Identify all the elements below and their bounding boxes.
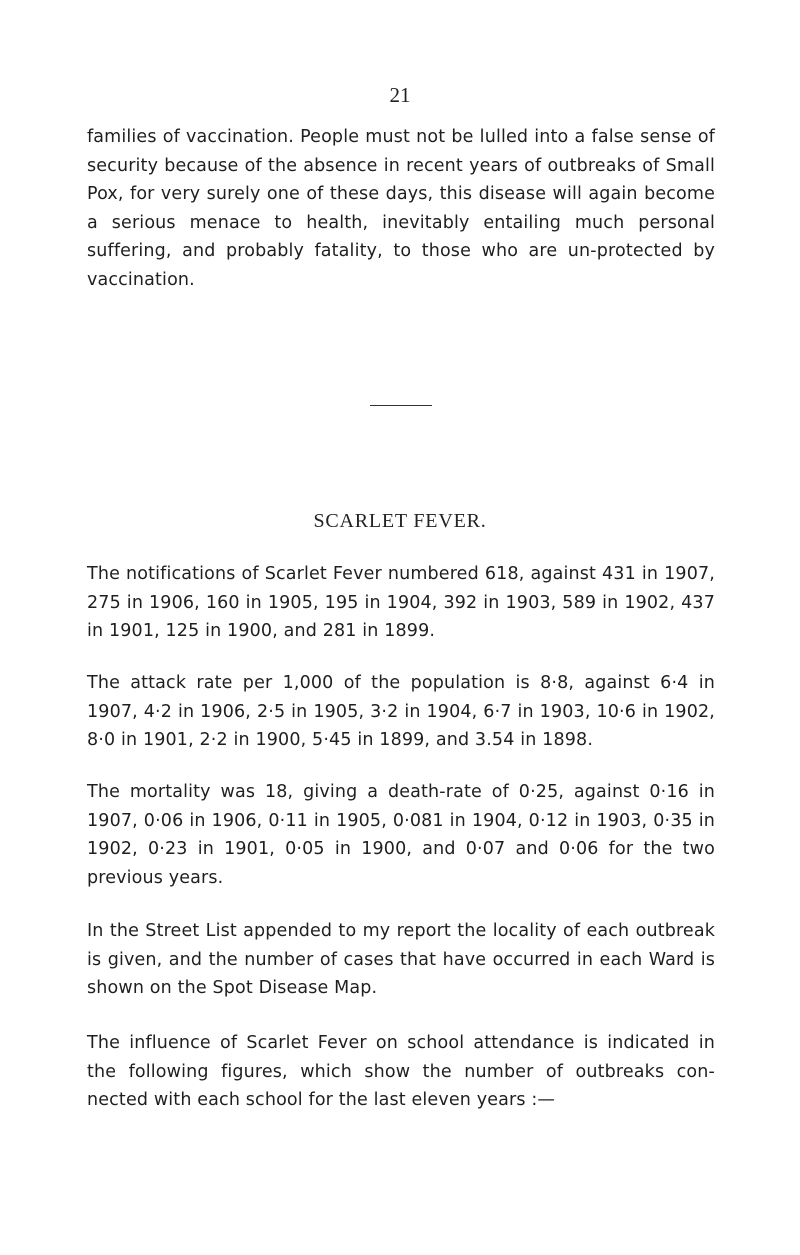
school-attendance-paragraph: The influence of Scarlet Fever on school attendance is indicated in the following figures, which show the number of outbreaks con-nected with each school for the last eleven years :— bbox=[87, 1033, 715, 1111]
section-heading: SCARLET FEVER. bbox=[313, 510, 487, 532]
page-number: 21 bbox=[389, 83, 411, 107]
street-list-paragraph: In the Street List appended to my report the locality of each outbreak is given, and the number of cases that have occurred in each Ward is shown on the Spot Disease Map. bbox=[87, 921, 715, 999]
mortality-paragraph: The mortality was 18, giving a death-rate of 0·25, against 0·16 in 1907, 0·06 in 1906, 0·11 in 1905, 0·081 in 1904, 0·12 in 1903, 0·35 in 1902, 0·23 in 1901, 0·05 in 1900, and 0·07 and 0·06 for the two previous years. bbox=[87, 782, 715, 888]
section-divider bbox=[370, 405, 432, 406]
attack-rate-paragraph: The attack rate per 1,000 of the population is 8·8, against 6·4 in 1907, 4·2 in 1906, 2·5 in 1905, 3·2 in 1904, 6·7 in 1903, 10·6 in 1902, 8·0 in 1901, 2·2 in 1900, 5·45 in 1899, and 3.54 in 1898. bbox=[87, 673, 715, 751]
intro-paragraph: families of vaccination. People must not be lulled into a false sense of security because of the absence in recent years of outbreaks of Small Pox, for very surely one of these days, this disease will again become a serious menace to health, inevitably entailing much personal suffering, and probably fatality, to those who are un-protected by vaccination. bbox=[87, 127, 715, 290]
notifications-paragraph: The notifications of Scarlet Fever numbered 618, against 431 in 1907, 275 in 1906, 160 in 1905, 195 in 1904, 392 in 1903, 589 in 1902, 437 in 1901, 125 in 1900, and 281 in 1899. bbox=[87, 564, 715, 642]
